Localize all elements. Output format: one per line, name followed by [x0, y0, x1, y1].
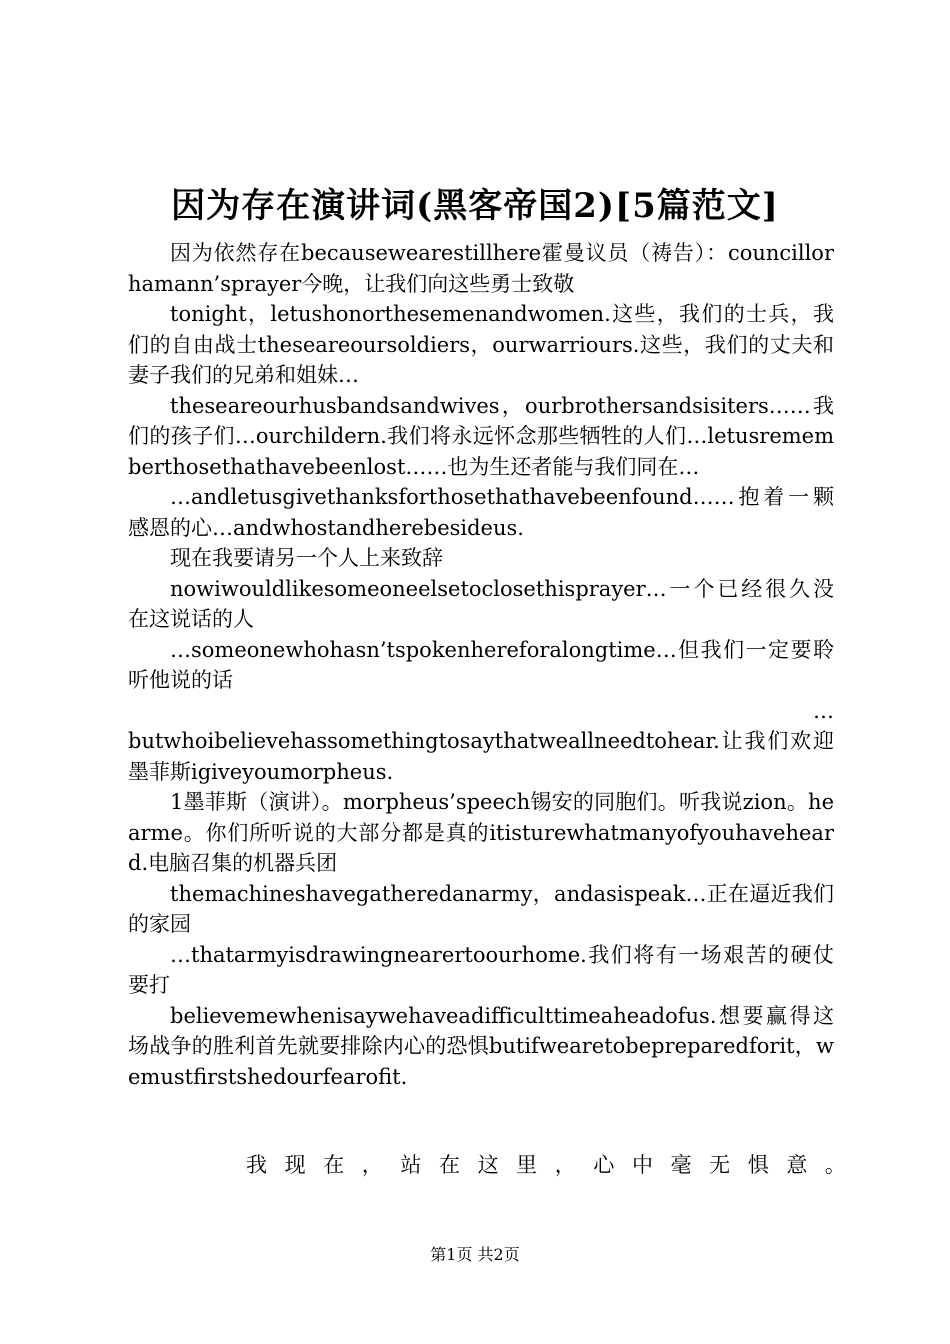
paragraph: tonight，letushonorthesemenandwomen.这些，我们的士兵，我们的自由战士theseareoursoldiers，ourwarriours.这些，我们的丈夫和妻子我们的兄弟和姐妹…	[128, 302, 834, 387]
paragraph: themachineshavegatheredanarmy，andasispeak…正在逼近我们的家园	[128, 881, 834, 936]
paragraph: 现在我要请另一个人上来致辞	[170, 546, 443, 570]
document-body	[128, 238, 834, 1092]
paragraph: …andletusgivethanksforthosethathavebeenfound……抱着一颗感恩的心…andwhostandherebesideus.	[128, 485, 834, 540]
paragraph: theseareourhusbandsandwives，ourbrothersandsisiters……我们的孩子们…ourchildern.我们将永远怀念那些牺牲的人们…letusrememberthosethathavebeenlost……也为生还者能与我们同在…	[128, 393, 834, 479]
paragraph: 因为依然存在becausewearestillhere霍曼议员（祷告）：councillorhamann’sprayer今晚，让我们向这些勇士致敬	[128, 241, 834, 296]
paragraph: …thatarmyisdrawingnearertoourhome.我们将有一场艰苦的硬仗要打	[128, 942, 834, 997]
closing-line: 我 现 在 ， 站 在 这 里 ， 心 中 毫 无 惧 意 。	[246, 1153, 846, 1177]
paragraph: butwhoibelievehassomethingtosaythatweallneedtohear.让我们欢迎墨菲斯igiveyoumorpheus.	[128, 729, 834, 784]
document-title: 因为存在演讲词(黑客帝国2)[5篇范文]	[171, 186, 779, 226]
paragraph: …someonewhohasn’tspokenhereforalongtime…但我们一定要聆听他说的话	[128, 637, 834, 692]
page-footer: 第1页 共2页	[430, 1245, 520, 1264]
paragraph: nowiwouldlikesomeoneelsetoclosethisprayer…一个已经很久没在这说话的人	[128, 576, 834, 631]
paragraph: believemewhenisaywehaveadifficulttimeaheadofus.想要赢得这场战争的胜利首先就要排除内心的恐惧butifwearetobepreparedforit，wemustfirstshedourfearofit.	[128, 1003, 834, 1089]
paragraph-ellipsis: …	[813, 698, 834, 723]
paragraph: 1墨菲斯（演讲）。morpheus’speech锡安的同胞们。听我说zion。hearme。你们所听说的大部分都是真的itisturewhatmanyofyouhaveheard.电脑召集的机器兵团	[128, 790, 834, 875]
